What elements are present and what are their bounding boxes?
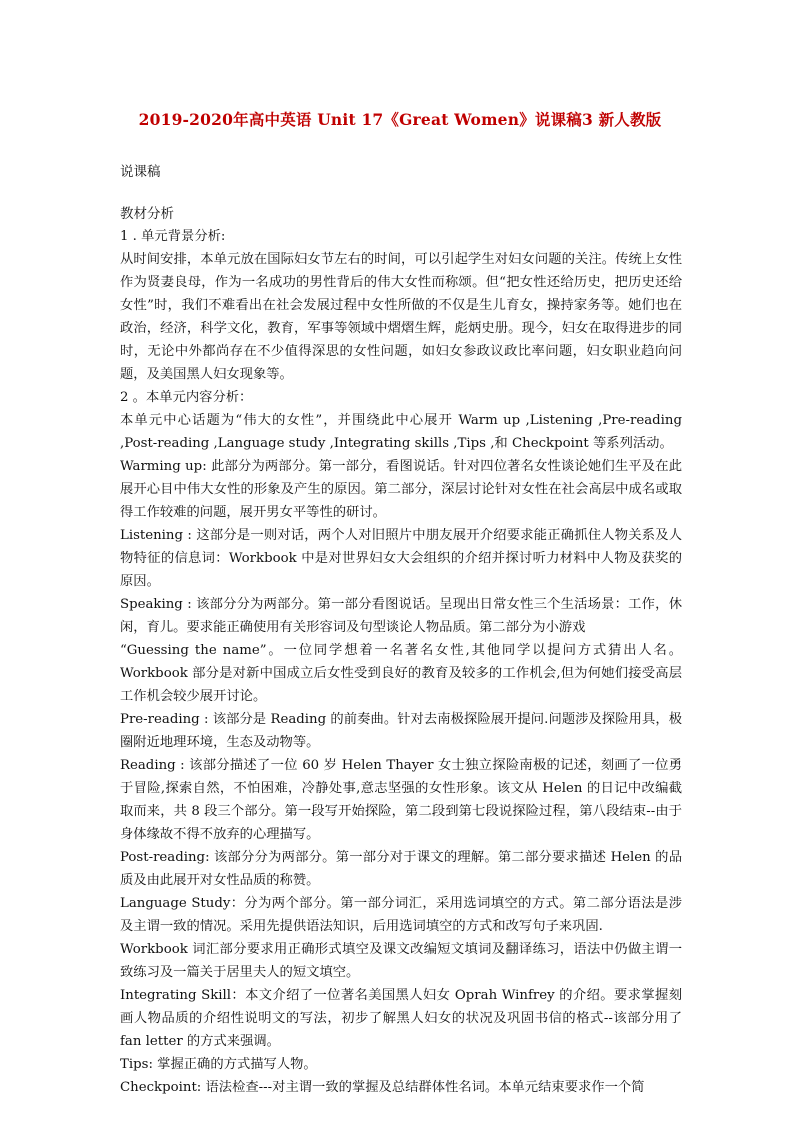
paragraph-workbook: Workbook 词汇部分要求用正确形式填空及课文改编短文填词及翻译练习，语法中仍做主谓一致练习及一篇关于居里夫人的短文填空。 (120, 942, 682, 980)
document-subtitle: 说课稿 (120, 164, 161, 180)
paragraph-central-topic: 本单元中心话题为“伟大的女性”，并围绕此中心展开 Warm up ,Listening ,Pre-reading ,Post-reading ,Language study ,Integrating skills ,Tips ,和 Checkpoint 等系列活动。 (120, 413, 682, 451)
paragraph-content-heading: 2 。本单元内容分析： (120, 390, 253, 405)
paragraph-reading: Reading : 该部分描述了一位 60 岁 Helen Thayer 女士独立探险南极的记述，刻画了一位勇于冒险,探索自然，不怕困难，冷静处事,意志坚强的女性形象。该文从 Helen 的日记中改编截取而来，共 8 段三个部分。第一段写开始探险，第二段到第七段说探险过程，第八段结束--由于身体缘故不得不放弃的心理描写。 (120, 758, 682, 842)
paragraph-integrating-skill: Integrating Skill：本文介绍了一位著名美国黑人妇女 Oprah Winfrey 的介绍。要求掌握刻画人物品质的介绍性说明文的写法，初步了解黑人妇女的状况及巩固书信的格式--该部分用了 fan letter 的方式来强调。 (120, 988, 682, 1049)
document-title: 2019-2020年高中英语 Unit 17《Great Women》说课稿3 新人教版 (138, 110, 662, 129)
paragraph-warming-up: Warming up: 此部分为两部分。第一部分，看图说话。针对四位著名女性谈论她们生平及在此展开心目中伟大女性的形象及产生的原因。第二部分，深层讨论针对女性在社会高层中成名或取得工作较难的问题，展开男女平等性的研讨。 (120, 459, 682, 520)
document-body (120, 225, 682, 1099)
paragraph-background-heading: 1 . 单元背景分析: (120, 229, 226, 244)
paragraph-speaking: Speaking : 该部分分为两部分。第一部分看图说话。呈现出日常女性三个生活场景：工作，休闲，育儿。要求能正确使用有关形容词及句型谈论人物品质。第二部分为小游戏 (120, 597, 682, 635)
paragraph-tips: Tips: 掌握正确的方式描写人物。 (120, 1057, 317, 1072)
paragraph-listening: Listening : 这部分是一则对话，两个人对旧照片中朋友展开介绍要求能正确抓住人物关系及人物特征的信息词：Workbook 中是对世界妇女大会组织的介绍并探讨听力材料中人物及获奖的原因。 (120, 528, 682, 589)
paragraph-background: 从时间安排，本单元放在国际妇女节左右的时间，可以引起学生对妇女问题的关注。传统上女性作为贤妻良母，作为一名成功的男性背后的伟大女性而称颂。但“把女性还给历史，把历史还给女性”时，我们不难看出在社会发展过程中女性所做的不仅是生儿育女，操持家务等。她们也在政治，经济，科学文化，教育，军事等领域中熠熠生辉，彪炳史册。现今，妇女在取得进步的同时，无论中外都尚存在不少值得深思的女性问题，如妇女参政议政比率问题，妇女职业趋向问题，及美国黑人妇女现象等。 (120, 252, 682, 382)
paragraph-language-study: Language Study：分为两个部分。第一部分词汇，采用选词填空的方式。第二部分语法是涉及主谓一致的情况。采用先提供语法知识，后用选词填空的方式和改写句子来巩固. (120, 896, 682, 934)
paragraph-checkpoint: Checkpoint: 语法检查---对主谓一致的掌握及总结群体性名词。本单元结束要求作一个简 (120, 1080, 645, 1095)
paragraph-guessing-game: “Guessing the name”。一位同学想着一名著名女性,其他同学以提问方式猜出人名。Workbook 部分是对新中国成立后女性受到良好的教育及较多的工作机会,但为何她们接受高层工作机会较少展开讨论。 (120, 643, 682, 704)
section-heading: 教材分析 (120, 206, 174, 222)
paragraph-post-reading: Post-reading: 该部分分为两部分。第一部分对于课文的理解。第二部分要求描述 Helen 的品质及由此展开对女性品质的称赞。 (120, 850, 682, 888)
paragraph-pre-reading: Pre-reading : 该部分是 Reading 的前奏曲。针对去南极探险展开提问.问题涉及探险用具，极圈附近地理环境，生态及动物等。 (120, 712, 682, 750)
